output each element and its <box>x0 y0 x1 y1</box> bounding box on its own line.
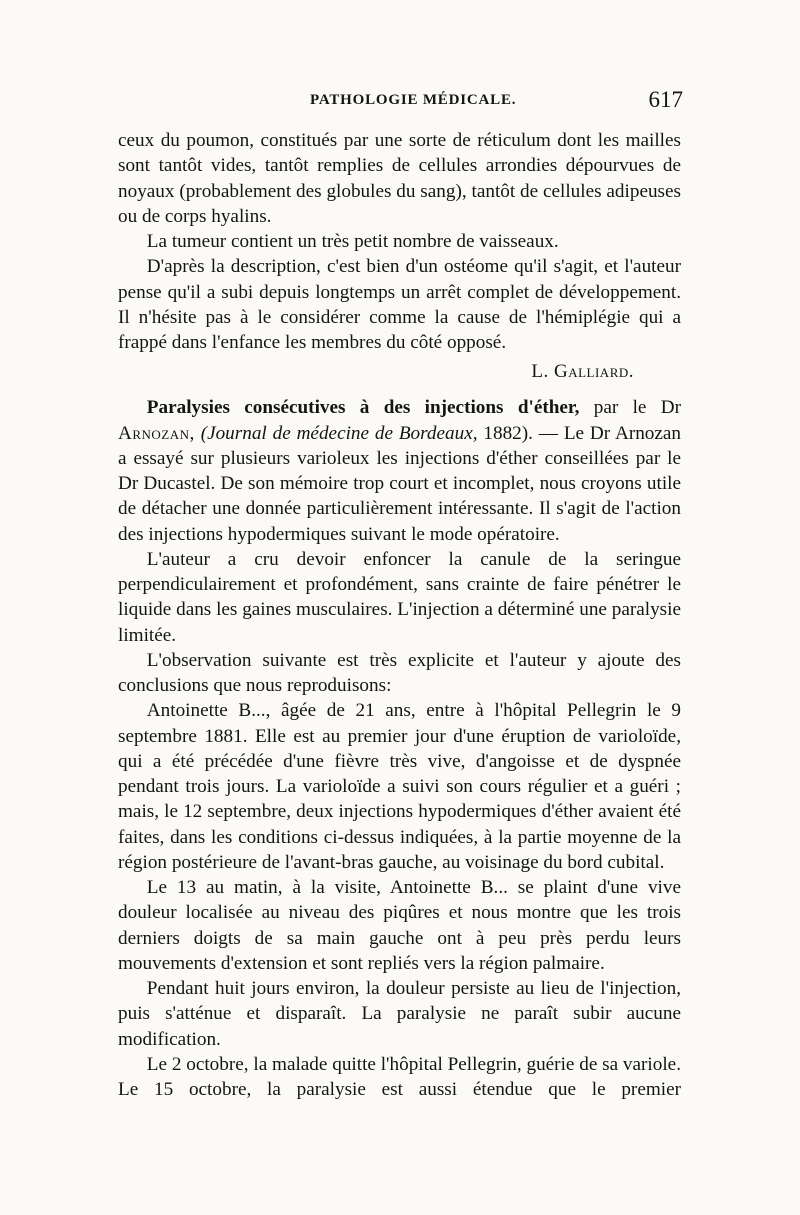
paragraph: Antoinette B..., âgée de 21 ans, entre à l'hôpital Pellegrin le 9 septembre 1881. Elle est au premier jour d'une éruption de varioloïde, qui a été précédée d'une fièvre très vive, d'angoisse et de dyspnée pendant trois jours. La varioloïde a suivi son cours régulier et a guéri ; mais, le 12 septembre, deux injections hypodermiques d'éther avaient été faites, dans les conditions ci-dessus indiquées, à la partie moyenne de la région postérieure de l'avant-bras gauche, au voisinage du bord cubital. <box>118 700 681 873</box>
paragraph: Le 13 au matin, à la visite, Antoinette B... se plaint d'une vive douleur localisée au niveau des piqûres et nous montre que les trois derniers doigts de sa main gauche ont à peu près perdu leurs mouvements d'extension et sont repliés vers la région palmaire. <box>118 877 681 974</box>
book-page <box>118 88 681 1102</box>
article-title: Paralysies consécutives à des injections d'éther, <box>146 397 580 419</box>
paragraph: D'après la description, c'est bien d'un ostéome qu'il s'agit, et l'auteur pense qu'il a subi depuis longtemps un arrêt complet de développement. Il n'hésite pas à le considérer comme la cause de l'hémiplégie qui a frappé dans l'enfance les membres du côté opposé. <box>118 256 681 353</box>
journal-name: (Journal de médecine de Bordeaux, <box>200 422 478 444</box>
author-name: Arnozan, <box>118 422 195 444</box>
paragraph: La tumeur contient un très petit nombre de vaisseaux. <box>146 231 559 252</box>
journal-year: 1882). <box>483 422 533 444</box>
page-body <box>118 128 681 1102</box>
running-head <box>118 88 681 128</box>
signature-text: L. Galliard. <box>531 361 634 383</box>
page-number: 617 <box>648 87 683 112</box>
paragraph: L'auteur a cru devoir enfoncer la canule de la seringue perpendiculairement et profondément, sans crainte de faire pénétrer le liquide dans les gaines musculaires. L'injection a déterminé une paralysie limitée. <box>118 548 681 646</box>
paragraph: ceux du poumon, constitués par une sorte de réticulum dont les mailles sont tantôt vides, tantôt remplies de cellules arrondies dépourvues de noyaux (probablement des globules du sang), tantôt de cellules adipeuses ou de corps hyalins. <box>118 130 681 227</box>
paragraph: L'observation suivante est très explicite et l'auteur y ajoute des conclusions que nous reproduisons: <box>118 649 681 696</box>
article-intro: — Le Dr Arnozan a essayé sur plusieurs varioleux les injections d'éther conseillées par le Dr Ducastel. De son mémoire trop court et incomplet, nous croyons utile de détacher une donnée particulièrement intéressante. Il s'agit de l'action des injections hypodermiques suivant le mode opératoire. <box>118 422 682 545</box>
paragraph-continued: Le 2 octobre, la malade quitte l'hôpital Pellegrin, guérie de sa variole. Le 15 octobre, la paralysie est aussi étendue que le premier <box>118 1053 681 1100</box>
paragraph: Pendant huit jours environ, la douleur persiste au lieu de l'injection, puis s'atténue et disparaît. La paralysie ne paraît subir aucune modification. <box>118 978 681 1050</box>
author-prefix: par le Dr <box>593 397 682 419</box>
author-signature <box>118 359 681 384</box>
running-head-title: PATHOLOGIE MÉDICALE. <box>310 92 517 108</box>
article-lead-paragraph <box>118 395 681 547</box>
